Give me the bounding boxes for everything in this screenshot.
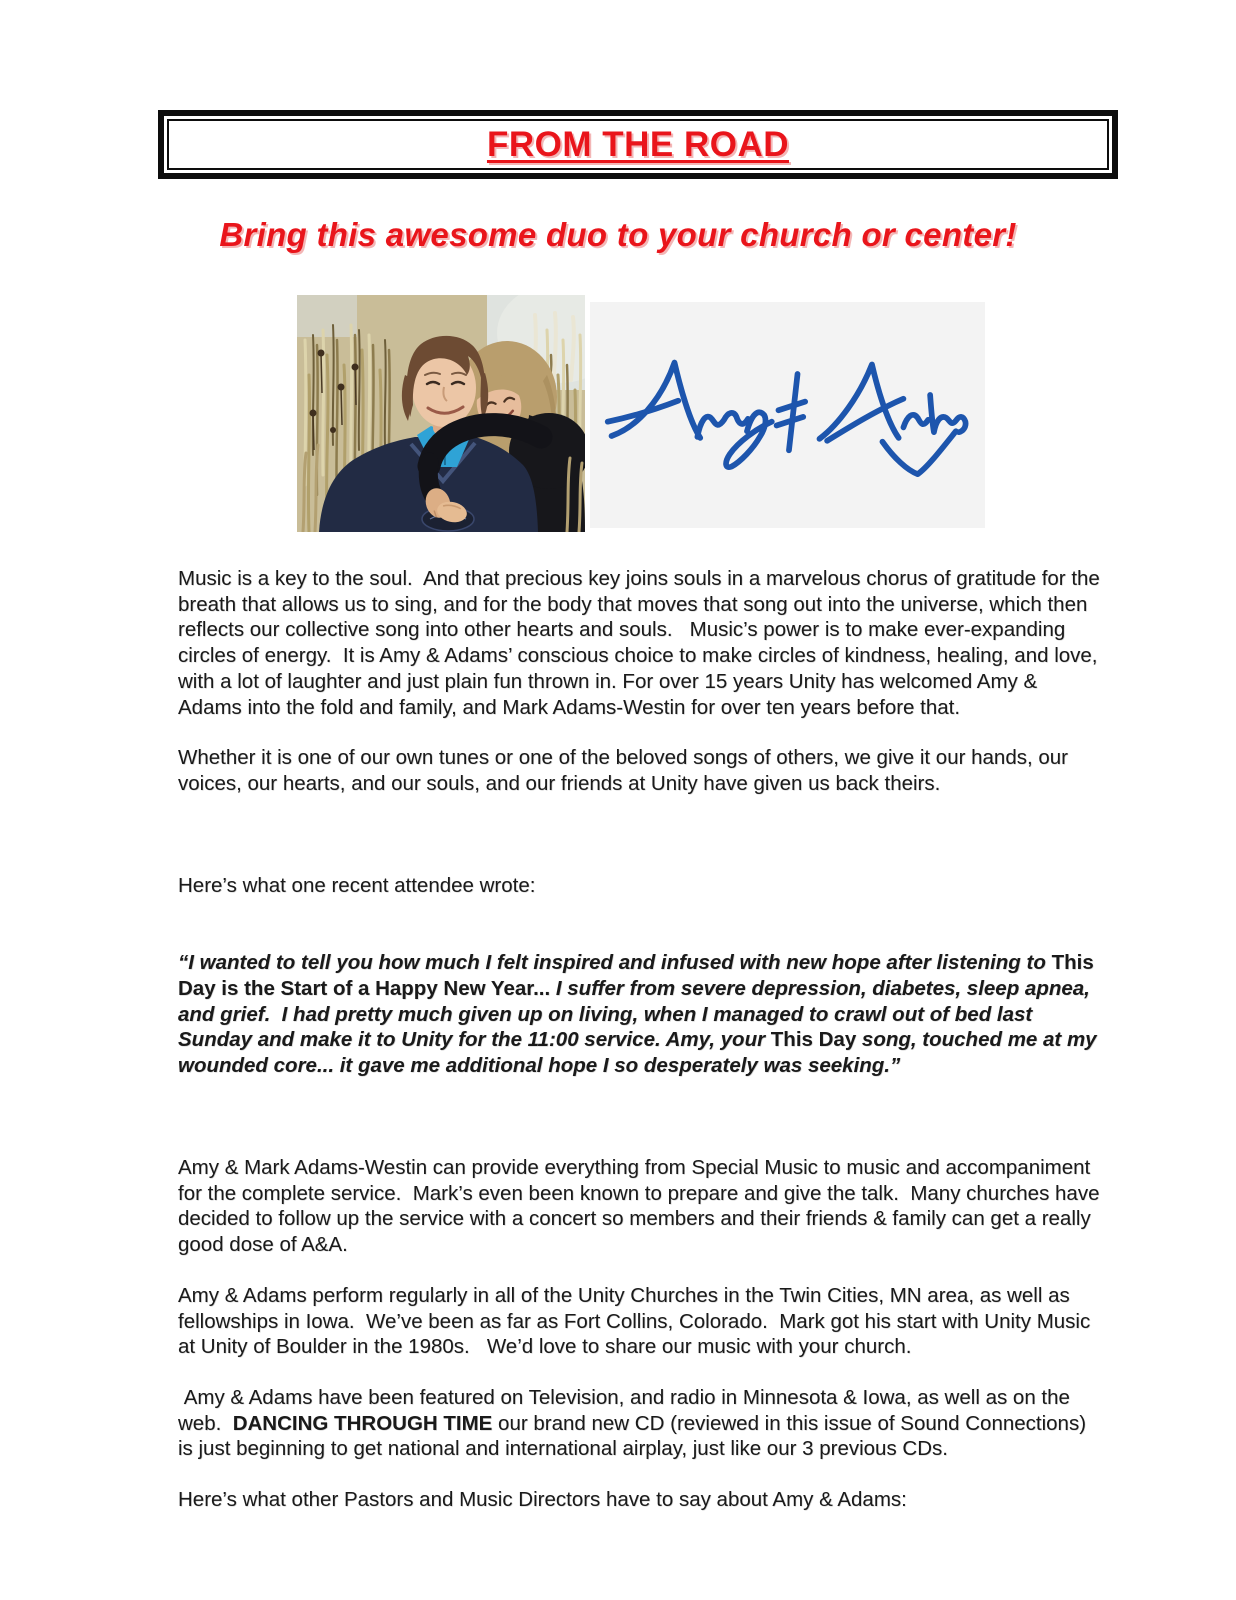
tagline: Bring this awesome duo to your church or center!	[219, 216, 1017, 253]
paragraph-provide: Amy & Mark Adams-Westin can provide everything from Special Music to music and accompaniment for the complete service. Mark’s even been known to prepare and give the talk. Many churches have decided to follow up the service with a concert so members and their friends & family can get a really good dose of A&A.	[178, 1156, 1106, 1257]
page-title: FROM THE ROAD	[486, 124, 790, 164]
paragraph-music-key: Music is a key to the soul. And that precious key joins souls in a marvelous chorus of gratitude for the breath that allows us to sing, and for the body that moves that song out into the universe, which then reflects our collective song into other hearts and souls. Music’s power is to make ever-expanding circles of energy. It is Amy & Adams’ conscious choice to make circles of kindness, healing, and love, with a lot of laughter and just plain fun thrown in. For over 15 years Unity has welcomed Amy & Adams into the fold and family, and Mark Adams-Westin for over ten years before that.	[178, 567, 1106, 719]
banner-box	[158, 110, 1118, 179]
hero-row	[297, 295, 985, 532]
body-copy	[178, 566, 1104, 1538]
attendee-intro: Here’s what one recent attendee wrote:	[178, 874, 536, 898]
signature-script-icon	[602, 341, 974, 489]
paragraph-perform: Amy & Adams perform regularly in all of the Unity Churches in the Twin Cities, MN area, as well as fellowships in Iowa. We’ve been as far as Fort Collins, Colorado. Mark got his start with Unity Music at Unity of Boulder in the 1980s. We’d love to share our music with your church.	[178, 1283, 1096, 1359]
paragraph-featured: Amy & Adams have been featured on Television, and radio in Minnesota & Iowa, as well as on the web. DANCING THROUGH TIME our brand new CD (reviewed in this issue of Sound Connections) is just beginning to get national and international airplay, just like our 3 previous CDs.	[178, 1385, 1092, 1461]
amy-adams-signature	[590, 302, 985, 528]
attendee-section	[178, 822, 1104, 1130]
banner-inner-frame	[167, 119, 1109, 170]
paragraph-whether: Whether it is one of our own tunes or one of the beloved songs of others, we give it our hands, our voices, our hearts, and our souls, and our friends at Unity have given us back theirs.	[178, 746, 1074, 795]
paragraph-pastors: Here’s what other Pastors and Music Directors have to say about Amy & Adams:	[178, 1488, 907, 1512]
duo-photo	[297, 295, 585, 532]
attendee-quote: “I wanted to tell you how much I felt inspired and infused with new hope after listening to This Day is the Start of a Happy New Year... I suffer from severe depression, diabetes, sleep apnea, and grief. I had pretty much given up on living, when I managed to crawl out of bed last Sunday and make it to Unity for the 11:00 service. Amy, your This Day song, touched me at my wounded core... it gave me additional hope I so desperately was seeking.”	[178, 951, 1103, 1077]
